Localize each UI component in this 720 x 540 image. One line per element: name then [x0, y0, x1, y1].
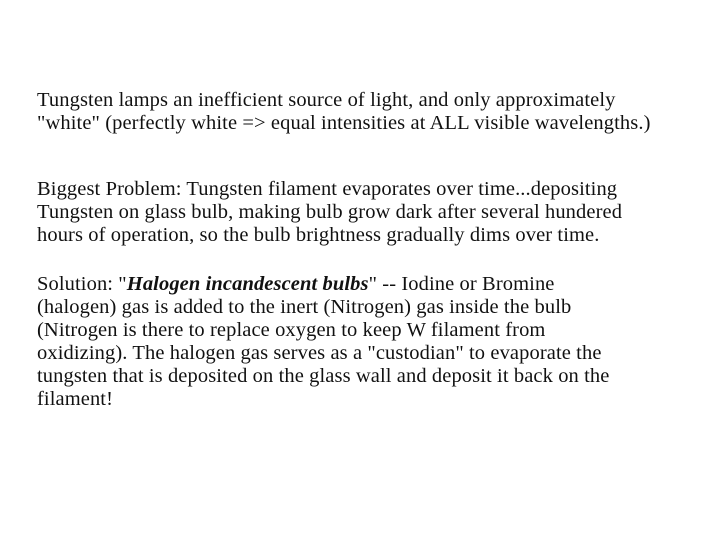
- text-line: tungsten that is deposited on the glass wall and deposit it back on the: [37, 365, 610, 387]
- solution-prefix: Solution: ": [37, 273, 127, 295]
- paragraph-biggest-problem: [37, 178, 622, 247]
- text-line: (halogen) gas is added to the inert (Nitrogen) gas inside the bulb: [37, 296, 572, 318]
- text-line: Biggest Problem: Tungsten filament evaporates over time...depositing: [37, 178, 618, 200]
- text-line: "white" (perfectly white => equal intensities at ALL visible wavelengths.): [37, 112, 651, 134]
- text-line: filament!: [37, 388, 114, 410]
- text-line: Tungsten on glass bulb, making bulb grow dark after several hundered: [37, 201, 623, 223]
- solution-suffix: " -- Iodine or Bromine: [368, 273, 555, 295]
- paragraph-tungsten-efficiency: [37, 89, 651, 135]
- text-line: [37, 273, 609, 296]
- text-line: Tungsten lamps an inefficient source of light, and only approximately: [37, 89, 616, 111]
- paragraph-solution: [37, 273, 609, 411]
- text-line: oxidizing). The halogen gas serves as a "custodian" to evaporate the: [37, 342, 602, 364]
- text-line: (Nitrogen is there to replace oxygen to keep W filament from: [37, 319, 546, 341]
- halogen-bulbs-emphasis: Halogen incandescent bulbs: [126, 273, 369, 295]
- text-line: hours of operation, so the bulb brightness gradually dims over time.: [37, 224, 600, 246]
